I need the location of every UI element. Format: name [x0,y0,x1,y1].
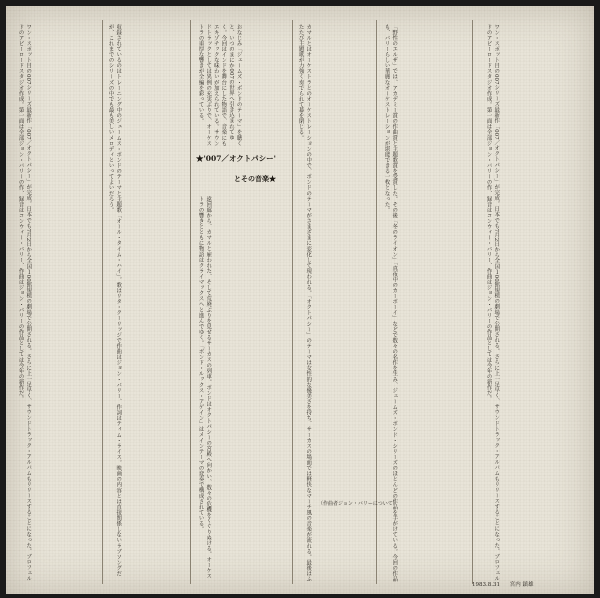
composer-credit: （作曲者ジョン・バリーについて） [318,501,398,507]
column-text: カマルとはオーケストラとのオーケストレーションの中で、ボンドのテーマがさまざまに変化して現われる。「オクトパシー」のテーマは女性的な優美さを持ち、サーカスの場面では軽快なマーチ風の音楽が流れる。最後はふたたび主題歌が力強く奏でられて幕を閉じる。 [297,24,312,582]
column-text: 収録されているのはトレーニング中のジェームス・ボンドのテーマと主題歌「オール・タイム・ハイ」。歌はリタ・クーリッジで作曲はジョン・バリー、作詞はティム・ライス。映画の内容とは直接関係しないラブソングだが、これまでのシリーズの中でも最も美しいメロディといってよいだろう。 [107,24,122,577]
text-column-3 [196,24,288,149]
text-column-2 [106,24,186,584]
column-divider [190,20,191,584]
column-divider [472,20,473,584]
heading-line-1: ★'007／オクトパシー' [196,154,276,163]
text-column-1 [484,24,594,584]
text-column-4 [196,196,288,584]
column-divider [292,20,293,584]
text-column-0 [16,24,98,584]
column-text: ワン・スポット目の007シリーズ最新作「007／オクトパシー」が完成。日本でも7月2日から全国１00館規模の劇場で公開される。さらに上一足早く、サウンドトラック・アルバムもリリースすることになった。ブロフェルドのアビーロードスタジオ作成。第一面は全部ジョン・バリーの作、録音はコンウィー・バリー、作曲はジョン・バリーの作品としては今年の新作だ。 [485,24,500,582]
signature [472,580,534,588]
heading-line-2: とその音楽★ [234,174,276,183]
column-text: ワン・スポット目の007シリーズ最新作「007／オクトパシー」が完成。日本でも7月2日から全国１00館規模の劇場で公開される。さらに上一足早く、サウンドトラック・アルバムもリリースすることになった。ブロフェルドのアビーロードスタジオ作成。第一面は全部ジョン・バリーの作、録音はコンウィー・バリー、作曲はジョン・バリーの作品としては今年の新作だ。 [17,24,32,582]
liner-notes-sheet [6,6,594,594]
column-divider [102,20,103,584]
column-text: 遠回廊から、カマルと雇われた、そして荒廃ぶりを見せるサーカスの列車。ボンドはオクトパシーの宮殿へ向かい、数々の危機をくぐりぬける。オーケストラの響きとともに物語はクライマックスへと進んでゆく。「ボンド・ルックス・アゲイン」はメインテーマの変奏で構成されている。 [197,196,212,579]
column-text: 「野性のエルザ」では、アカデミー賞の作曲賞と主題歌賞を受賞した。その後「冬のライオン」「真夜中のカーボーイ」などで数々の名作を生み、ジェームズ・ボンド・シリーズのほとんどの作品を手がけている。今回の作品も、バリーらしい華麗なオーケストレーションが堪能できる一枚となった。 [383,24,398,582]
signature-name: 宮内 鎮雄 [509,582,534,588]
column-text: おなじみ「ジェームズ・ボンドのテーマ」を聴くと、いつのまにか007の世界へ引き込まれてゆく。今回はインドを舞台にした物語で、音楽にもエキゾチックな味わいが加えられている。サウンドトラックとしては異例の充実ぶりで、オーケストラの重厚な響きが全編を彩っている。 [197,24,242,147]
signature-date: 1983.8.31 [472,582,500,588]
section-heading [196,154,291,164]
section-heading-sub [234,174,276,184]
